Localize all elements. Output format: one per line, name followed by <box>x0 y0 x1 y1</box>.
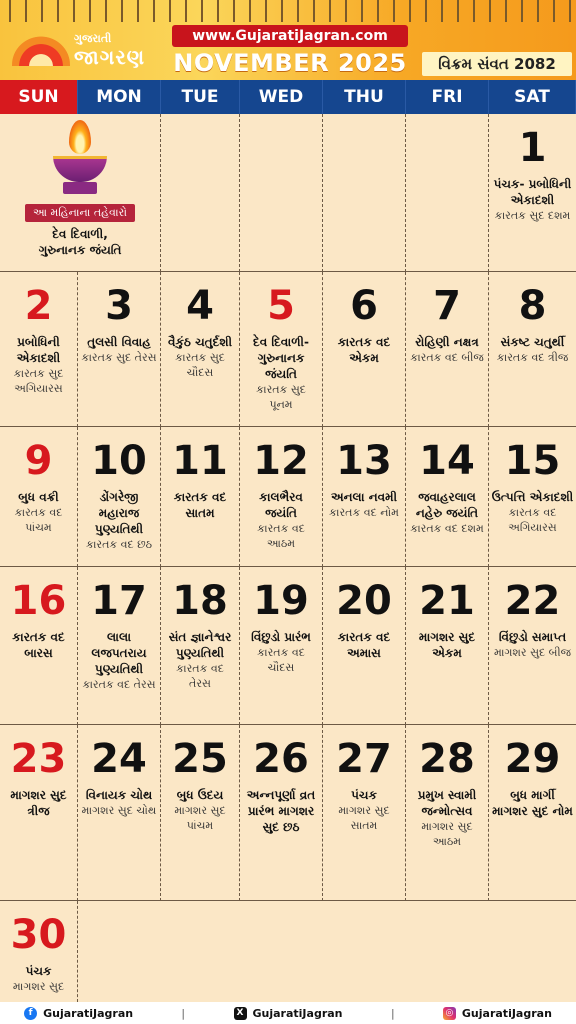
day-cell[interactable] <box>78 272 161 427</box>
day-number: 12 <box>253 438 309 484</box>
day-tithi: કારતક વદ પાંચમ <box>14 506 63 534</box>
x-icon: X <box>234 1007 247 1020</box>
day-event: પંચક <box>351 788 377 802</box>
festival-text-2: ગુરુનાનક જંયતિ <box>38 243 122 257</box>
day-event: વિંછુડો સમાપ્ત <box>498 630 567 644</box>
empty-day-cell <box>489 901 576 1002</box>
sun-logo-icon <box>12 36 70 66</box>
day-event: પ્રબોધિની એકાદશી <box>16 335 61 365</box>
day-number: 20 <box>336 578 392 624</box>
day-tithi: કારતક વદ તેરસ <box>176 662 224 690</box>
day-event: પંચક- પ્રબોધિની એકાદશી <box>493 177 572 207</box>
day-event: કારતક વદ અમાસ <box>337 630 391 660</box>
empty-day-cell <box>161 114 240 272</box>
weekday-fri: FRI <box>406 80 489 114</box>
day-event: લાલા લજપતરાય પુણ્યતિથી <box>91 630 147 676</box>
empty-day-cell <box>406 901 489 1002</box>
x-handle: GujaratiJagran <box>252 1006 343 1020</box>
calendar-grid <box>0 114 576 1002</box>
day-cell[interactable] <box>489 427 576 567</box>
day-tithi: માગશર સુદ પાંચમ <box>174 804 226 832</box>
day-cell[interactable] <box>240 272 323 427</box>
day-number: 27 <box>336 736 392 782</box>
day-tithi: કારતક વદ તેરસ <box>82 678 156 691</box>
day-number: 28 <box>419 736 475 782</box>
facebook-link[interactable] <box>24 1007 133 1020</box>
day-cell[interactable] <box>0 272 78 427</box>
day-number: 16 <box>10 578 67 624</box>
instagram-icon: ◎ <box>443 1007 456 1020</box>
day-number: 30 <box>10 912 67 958</box>
day-tithi: માગશર સુદ ચોથ <box>81 804 157 817</box>
day-event: સંત જ્ઞાનેશ્વર પુણ્યતિથી <box>168 630 232 660</box>
brand-name: જાગરણ <box>74 45 146 69</box>
empty-day-cell <box>323 901 406 1002</box>
day-tithi: કારતક સુદ તેરસ <box>81 351 157 364</box>
day-number: 17 <box>91 578 147 624</box>
day-event: અનલા નવમી <box>330 490 398 504</box>
day-event: માગશર સુદ ત્રીજ <box>10 788 67 818</box>
day-cell[interactable] <box>161 567 240 725</box>
instagram-link[interactable] <box>443 1007 552 1020</box>
festival-text-1: દેવ દિવાળી, <box>52 227 108 241</box>
day-number: 6 <box>350 283 378 329</box>
day-tithi: કારતક સુદ અગિયારસ <box>13 367 64 395</box>
day-event: પ્રમુખ સ્વામી જન્મોત્સવ <box>417 788 477 818</box>
day-tithi: કારતક સુદ દશમ <box>494 209 571 222</box>
day-cell[interactable] <box>161 272 240 427</box>
day-cell[interactable] <box>406 567 489 725</box>
spiral-binding <box>0 0 576 22</box>
day-number: 10 <box>91 438 147 484</box>
lamp-base-icon <box>63 182 97 194</box>
day-cell[interactable] <box>406 272 489 427</box>
day-event: કારતક વદ એકમ <box>337 335 391 365</box>
day-event: વિંછુડો પ્રારંભ <box>251 630 311 644</box>
footer-divider: | <box>390 1006 395 1020</box>
weekday-wed: WED <box>240 80 323 114</box>
day-tithi: કારતક વદ નોમ <box>329 506 399 519</box>
facebook-handle: GujaratiJagran <box>43 1006 134 1020</box>
day-tithi: કારતક વદ ત્રીજ <box>496 351 569 364</box>
day-event: વૈકુંઠ ચતુર્દશી <box>167 335 233 349</box>
day-cell[interactable] <box>78 567 161 725</box>
festival-box <box>0 114 161 272</box>
day-number: 15 <box>504 438 561 484</box>
day-number: 18 <box>172 578 228 624</box>
day-tithi: કારતક વદ છઠ <box>85 538 153 551</box>
day-number: 5 <box>267 283 295 329</box>
day-number: 3 <box>105 283 133 329</box>
weekday-tue: TUE <box>161 80 240 114</box>
day-tithi: કારતક વદ અગિયારસ <box>508 506 557 534</box>
day-cell[interactable] <box>0 427 78 567</box>
day-cell[interactable] <box>489 272 576 427</box>
day-event: સંકષ્ટ ચતુર્થી <box>500 335 565 349</box>
day-event: ડોંગરેજી મહારાજ પુણ્યતિથી <box>94 490 144 536</box>
day-number: 21 <box>419 578 475 624</box>
day-number: 11 <box>172 438 228 484</box>
weekday-thu: THU <box>323 80 406 114</box>
day-event: તુલસી વિવાહ <box>87 335 151 349</box>
social-footer <box>0 1002 576 1024</box>
festival-label: આ મહિનાના તહેવારો <box>25 204 135 222</box>
day-number: 24 <box>91 736 147 782</box>
day-number: 19 <box>253 578 309 624</box>
day-cell[interactable] <box>323 567 406 725</box>
day-cell[interactable] <box>323 272 406 427</box>
day-cell[interactable] <box>161 427 240 567</box>
day-event: ઉત્પત્તિ એકાદશી <box>491 490 574 504</box>
day-number: 8 <box>518 283 547 329</box>
day-cell[interactable] <box>0 901 78 1002</box>
day-number: 29 <box>504 736 561 782</box>
day-number: 9 <box>24 438 53 484</box>
day-cell[interactable] <box>489 114 576 272</box>
day-cell[interactable] <box>406 725 489 901</box>
day-cell[interactable] <box>240 567 323 725</box>
empty-day-cell <box>161 901 240 1002</box>
day-cell[interactable] <box>78 725 161 901</box>
day-cell[interactable] <box>406 427 489 567</box>
brand-small-text: ગુજરાતી <box>74 32 112 45</box>
day-cell[interactable] <box>489 725 576 901</box>
weekday-header-row <box>0 80 576 114</box>
day-tithi: માગશર સુદ સાતમ <box>338 804 390 832</box>
facebook-icon: f <box>24 1007 37 1020</box>
day-event: કારતક વદ સાતમ <box>173 490 227 520</box>
empty-day-cell <box>323 114 406 272</box>
day-event: અન્નપૂર્ણા વ્રત પ્રારંભ માગશર સુદ છઠ <box>246 788 316 834</box>
day-event: માગશર સુદ એકમ <box>418 630 476 660</box>
lamp-bowl-icon <box>53 156 107 182</box>
day-cell[interactable] <box>0 567 78 725</box>
day-number: 23 <box>10 736 67 782</box>
empty-day-cell <box>240 901 323 1002</box>
day-tithi: કારતક સુદ પૂનમ <box>256 383 306 411</box>
instagram-handle: GujaratiJagran <box>461 1006 552 1020</box>
day-event: પંચક <box>25 964 52 978</box>
day-event: બુધ ઉદય <box>176 788 224 802</box>
day-number: 4 <box>186 283 214 329</box>
day-event: રોહિણી નક્ષત્ર <box>415 335 479 349</box>
day-number: 13 <box>336 438 392 484</box>
day-number: 14 <box>419 438 475 484</box>
day-event: બુધ માર્ગી માગશર સુદ નોમ <box>492 788 573 818</box>
day-cell[interactable] <box>240 725 323 901</box>
day-cell[interactable] <box>240 427 323 567</box>
day-number: 1 <box>518 125 547 171</box>
month-title: NOVEMBER 2025 <box>173 49 407 77</box>
website-url[interactable]: www.GujaratiJagran.com <box>172 25 408 47</box>
weekday-sat: SAT <box>489 80 576 114</box>
day-tithi: કારતક વદ આઠમ <box>257 522 305 550</box>
day-event: કારતક વદ બારસ <box>12 630 65 660</box>
weekday-sun: SUN <box>0 80 78 114</box>
day-event: દેવ દિવાળી- ગુરુનાનક જંયતિ <box>253 335 309 381</box>
day-event: વિનાયક ચોથ <box>85 788 153 802</box>
empty-day-cell <box>78 901 161 1002</box>
brand-logo[interactable] <box>8 30 158 74</box>
x-link[interactable] <box>234 1007 343 1020</box>
flame-icon <box>69 120 91 154</box>
day-event: જવાહરલાલ નહેરુ જયંતિ <box>415 490 479 520</box>
day-tithi: કારતક વદ ચૌદસ <box>257 646 305 674</box>
day-cell[interactable] <box>0 725 78 901</box>
weekday-mon: MON <box>78 80 161 114</box>
empty-day-cell <box>240 114 323 272</box>
day-tithi: માગશર સુદ <box>12 980 65 993</box>
day-tithi: કારતક સુદ ચૌદસ <box>175 351 225 379</box>
day-number: 2 <box>24 283 53 329</box>
day-cell[interactable] <box>78 427 161 567</box>
day-number: 26 <box>253 736 309 782</box>
day-tithi: માગશર સુદ આઠમ <box>421 820 473 848</box>
day-cell[interactable] <box>489 567 576 725</box>
footer-divider: | <box>181 1006 186 1020</box>
day-cell[interactable] <box>161 725 240 901</box>
diya-lamp-icon <box>45 120 115 200</box>
day-event: બુધ વક્રી <box>18 490 59 504</box>
day-tithi: માગશર સુદ બીજ <box>493 646 572 659</box>
samvat-badge: વિક્રમ સંવત 2082 <box>422 52 572 76</box>
day-event: કાલભૈરવ જયંતિ <box>259 490 303 520</box>
day-number: 22 <box>504 578 561 624</box>
day-cell[interactable] <box>323 427 406 567</box>
day-number: 7 <box>433 283 461 329</box>
day-tithi: કારતક વદ બીજ <box>410 351 484 364</box>
day-tithi: કારતક વદ દશમ <box>410 522 484 535</box>
empty-day-cell <box>406 114 489 272</box>
day-cell[interactable] <box>323 725 406 901</box>
day-number: 25 <box>172 736 228 782</box>
